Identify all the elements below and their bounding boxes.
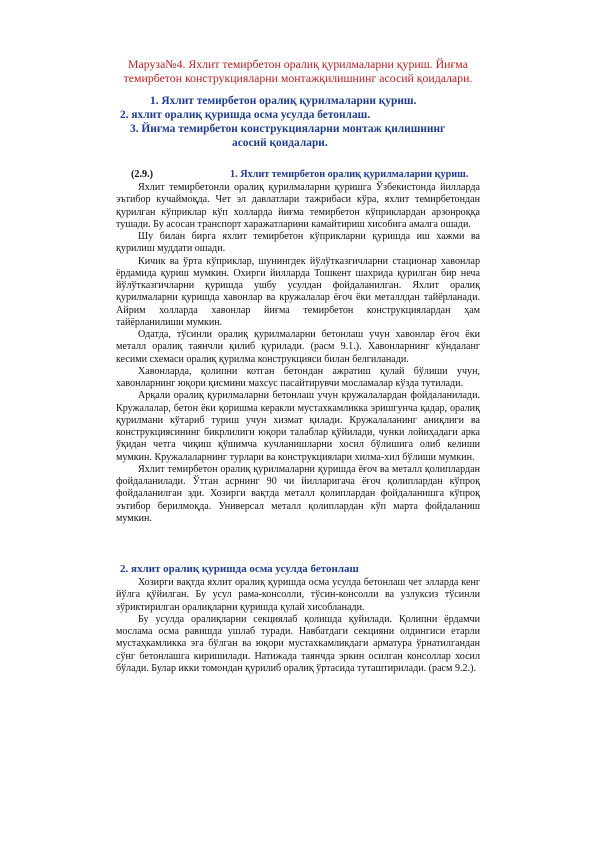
section-2-body (116, 577, 480, 675)
paragraph: Шу билан бирга яхлит темирбетон кўприкларни қуришда иш хажми ва қурилиш муддати ошади. (116, 231, 480, 255)
toc-item-2: 2. яхлит оралиқ қуришда осма усулда бетонлаш. (120, 109, 371, 121)
toc-item-3: 3. Йиғма темирбетон конструкцияларни монтаж қилишнинг (130, 123, 446, 135)
paragraph: Яхлит темирбетонли оралиқ қурилмаларни қуришга Ўзбекистонда йилларда эътибор кучаймоқда. Чет эл давлатлари тажрибаси кўра, яхлит темирбетондан қурилган кўприклар кўп холларда йиғма темирбетон кўприклардан арзонроққа тушади. Бу асосан транспорт харажатларини камайтириш хисобига амалга ошади. (116, 182, 480, 230)
section-1-number: (2.9.) (131, 169, 154, 180)
paragraph: Хавонларда, қолипни котган бетондан ажратиш қулай бўлиши учун, хавонларнинг юқори қисмини махсус пасайтирувчи мосламалар кўзда тутилади. (116, 365, 480, 389)
section-2-title: 2. яхлит оралиқ қуришда осма усулда бетонлаш (120, 563, 359, 575)
paragraph: Хозирги вақтда яхлит оралиқ қуришда осма усулда бетонлаш чет элларда кенг йўлга қўйилган. Бу усул рама-консолли, тўсин-консолли ва узлуксиз тўсинли зўриктирилган оралиқларни қуришда қулай хисобланади. (116, 577, 480, 613)
table-of-contents (110, 94, 530, 150)
lecture-title (100, 57, 496, 85)
paragraph: Кичик ва ўрта кўприклар, шунингдек йўлўтказгичларни стационар хавонлар ёрдамида қуриш мумкин. Охирги йилларда Тошкент шахрида қурилган бир неча йўлўтказгичларни қуришда ушбу усулдан фойдаланилган. Яхлит оралиқ қурилмаларни қуришда хавонлар ва кружалалар ёғоч ёки металлдан тайёрланади. Айрим холларда хавонлар йиғма темирбетон конструкциялардан ҳам тайёрланилиши мумкин. (116, 255, 480, 328)
section-1-title: 1. Яхлит темирбетон оралиқ қурилмаларни қуриш. (230, 169, 469, 180)
paragraph: Бу усулда оралиқларни секциялаб қолишда қуйилади. Қолипни ёрдамчи мослама осма равишда ушлаб туради. Навбатдаги секцияни олдингиси етарли мустаҳкамликка эга бўлган ва юқори мустахкамликдаги арматура ўрнатилгандан сўнг бетонлашга киришилади. Натижада таянчда эркин осилган консоллар хосил бўлади. Булар икки томондан қурилиб оралиқ ўртасида туташтирилади. (расм 9.2.). (116, 613, 480, 674)
paragraph: Яхлит темирбетон оралиқ қурилмаларни қуришда ёғоч ва металл қолиплардан фойдаланилади. Ўтган асрнинг 90 чи йилларигача ёғоч қолиплардан кўпроқ фойдаланилган эди. Хозирги вақтда металл қолиплардан фойдаланишга кўпроқ эътибор берилмоқда. Универсал металл қолиплардан кўп марта фойдаланиш мумкин. (116, 463, 480, 524)
paragraph: Одатда, тўсинли оралиқ қурилмаларни бетонлаш учун хавонлар ёғоч ёки металл оралиқ таянчли қилиб қурилади. (расм 9.1.). Хавонларнинг кўндаланг кесими схемаси оралиқ қурилма конструкцияси билан белгиланади. (116, 329, 480, 365)
toc-item-3-continued: асосий қоидалари. (232, 137, 328, 149)
section-1-heading (131, 169, 471, 180)
section-1-body (116, 182, 480, 525)
lecture-title-line-1: Маруза№4. Яхлит темирбетон оралиқ қурилмаларни қуриш. Йиғма (128, 57, 468, 71)
lecture-title-line-2: темирбетон конструкцияларни монтажқилишнинг асосий қоидалари. (123, 71, 473, 85)
paragraph: Арқали оралиқ қурилмаларни бетонлаш учун кружалалардан фойдаланилади. Кружалалар, бетон ёки қоришма керакли мустахкамликка эришгунча қадар, оралиқ қурилмани кўтариб туриш учун хизмат қилади. Кружалаланинг аниқлиги ва конструкциясининг бикрлилиги юқори талаблар қўйилади, чунки лойиҳадаги арка ўқидан четга чиқиш қўшимча кучланишларни хосил бўлишига олиб келиши мумкин. Кружалаларнинг турлари ва конструкциялари хилма-хил бўлиши мумкин. (116, 390, 480, 463)
toc-item-1: 1. Яхлит темирбетон оралиқ қурилмаларни қуриш. (150, 95, 417, 107)
